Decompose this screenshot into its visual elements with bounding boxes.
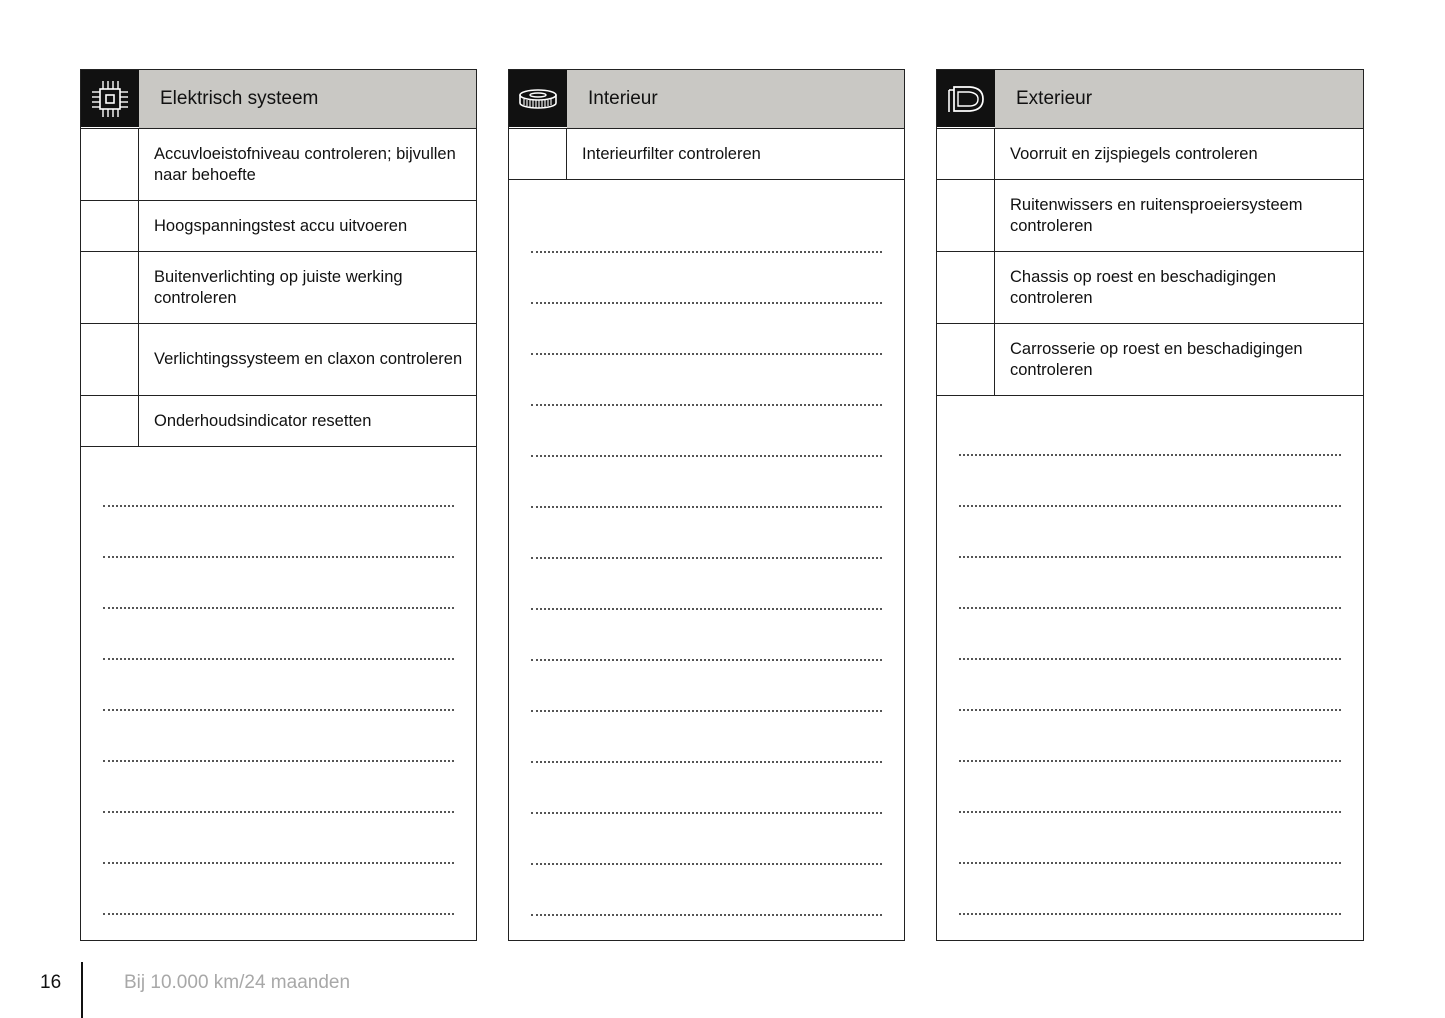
mirror-icon [937,70,995,127]
panel-header [509,70,904,129]
checkbox[interactable] [81,201,139,251]
item-label: Hoogspanningstest accu uitvoeren [154,216,408,235]
note-line[interactable] [531,661,882,712]
footer-divider [81,962,83,1018]
panel-electrical [80,69,477,941]
checklist-item [81,324,476,396]
note-line[interactable] [531,304,882,355]
note-line[interactable] [531,763,882,814]
note-line[interactable] [959,711,1341,762]
item-label: Interieurfilter controleren [582,144,761,163]
chip-icon [81,70,139,127]
note-line[interactable] [531,508,882,559]
item-label: Buitenverlichting op juiste werking controleren [154,267,403,307]
note-line[interactable] [959,660,1341,711]
checkbox[interactable] [937,324,995,395]
note-line[interactable] [103,456,454,507]
footer-text: Bij 10.000 km/24 maanden [124,972,351,993]
note-line[interactable] [103,507,454,558]
item-label: Onderhoudsindicator resetten [154,411,372,430]
checklist-item [937,324,1363,396]
checklist-item [81,201,476,252]
note-line[interactable] [959,813,1341,864]
note-line[interactable] [531,814,882,865]
page-number: 16 [40,972,62,993]
item-label: Verlichtingssysteem en claxon controleren [154,350,463,368]
note-line[interactable] [531,712,882,763]
checklist-item [81,129,476,201]
note-line[interactable] [103,711,454,762]
note-line[interactable] [959,456,1341,507]
checkbox[interactable] [509,129,567,179]
checkbox[interactable] [937,180,995,251]
note-line[interactable] [531,202,882,253]
note-line[interactable] [531,253,882,304]
cabin-filter-icon [509,70,567,127]
panel-exterior [936,69,1364,941]
checkbox[interactable] [81,252,139,323]
checklist-item [81,396,476,447]
item-label: Chassis op roest en beschadigingen controleren [1010,267,1277,307]
panel-header [937,70,1363,129]
notes-lines[interactable] [531,202,882,916]
notes-lines[interactable] [103,456,454,915]
checklist-item [81,252,476,324]
note-line[interactable] [531,865,882,916]
item-label: Carrosserie op roest en beschadigingen controleren [1010,339,1303,379]
note-line[interactable] [959,762,1341,813]
note-line[interactable] [103,762,454,813]
checklist-item [937,129,1363,180]
checkbox[interactable] [937,252,995,323]
note-line[interactable] [531,559,882,610]
note-line[interactable] [959,558,1341,609]
note-line[interactable] [531,457,882,508]
checkbox[interactable] [937,129,995,179]
panel-header [81,70,476,129]
checklist-item [937,252,1363,324]
item-label: Ruitenwissers en ruitensproeiersysteem controleren [1010,195,1303,235]
checklist-item [509,129,904,180]
checkbox[interactable] [81,396,139,446]
note-line[interactable] [959,864,1341,915]
notes-lines[interactable] [959,405,1341,915]
note-line[interactable] [959,609,1341,660]
checkbox[interactable] [81,324,139,395]
item-label: Accuvloeistofniveau controleren; bijvullen naar behoefte [154,144,456,184]
note-line[interactable] [959,507,1341,558]
note-line[interactable] [103,609,454,660]
note-line[interactable] [531,355,882,406]
note-line[interactable] [959,405,1341,456]
checkbox[interactable] [81,129,139,200]
panel-title: Interieur [567,70,904,128]
item-label: Voorruit en zijspiegels controleren [1010,144,1258,163]
panel-title: Elektrisch systeem [139,70,476,128]
note-line[interactable] [103,813,454,864]
checklist-item [937,180,1363,252]
note-line[interactable] [103,558,454,609]
note-line[interactable] [103,660,454,711]
panel-title: Exterieur [995,70,1363,128]
note-line[interactable] [531,406,882,457]
note-line[interactable] [103,864,454,915]
panel-interior [508,69,905,941]
note-line[interactable] [531,610,882,661]
